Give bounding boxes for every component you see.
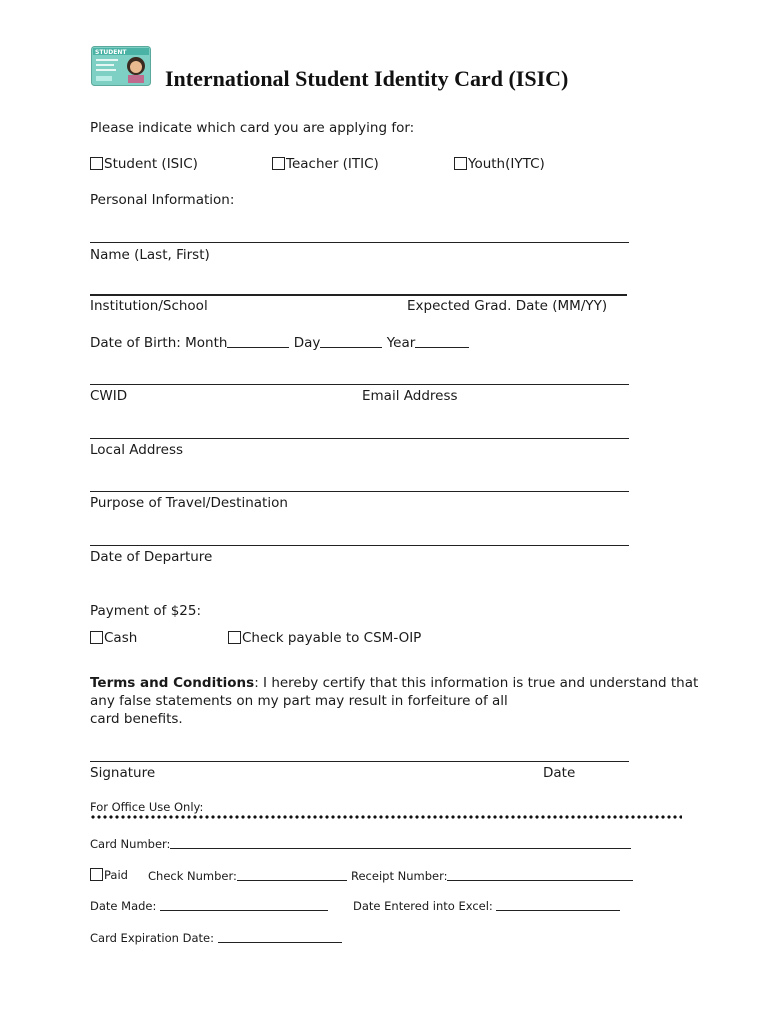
card-choice-prompt: Please indicate which card you are applying for: xyxy=(90,120,415,136)
card-number-field[interactable] xyxy=(170,836,631,849)
cash-checkbox[interactable] xyxy=(90,631,103,644)
logo-text: STUDENT xyxy=(95,49,127,56)
paid-row xyxy=(90,868,128,882)
terms-line-2: any false statements on my part may result in forfeiture of all xyxy=(90,693,508,709)
terms-line-3: card benefits. xyxy=(90,711,183,727)
dob-row xyxy=(90,335,469,351)
date-made-field[interactable] xyxy=(160,898,328,911)
personal-info-heading: Personal Information: xyxy=(90,192,235,208)
option-teacher-label: Teacher (ITIC) xyxy=(286,156,379,172)
grad-date-label: Expected Grad. Date (MM/YY) xyxy=(407,298,608,314)
name-field-line[interactable] xyxy=(90,242,629,243)
name-label: Name (Last, First) xyxy=(90,247,210,263)
check-number-field[interactable] xyxy=(237,868,347,881)
office-use-divider xyxy=(90,815,682,819)
date-made-row xyxy=(90,898,328,913)
purpose-label: Purpose of Travel/Destination xyxy=(90,495,288,511)
terms-line-1 xyxy=(90,675,698,691)
office-use-heading: For Office Use Only: xyxy=(90,800,204,814)
terms-text-1: : I hereby certify that this information is true and understand that xyxy=(254,675,699,691)
date-entered-row xyxy=(353,898,620,913)
expiration-label: Card Expiration Date: xyxy=(90,931,214,945)
page-title: International Student Identity Card (ISIC) xyxy=(165,66,569,91)
isic-card-logo xyxy=(91,46,151,86)
option-youth-label: Youth(IYTC) xyxy=(468,156,545,172)
option-teacher[interactable] xyxy=(272,156,379,172)
option-student[interactable] xyxy=(90,156,198,172)
check-number-row xyxy=(148,868,347,883)
card-number-label: Card Number: xyxy=(90,837,171,851)
email-label: Email Address xyxy=(362,388,458,404)
signature-date-label: Date xyxy=(543,765,576,781)
date-made-label: Date Made: xyxy=(90,899,157,913)
paid-checkbox[interactable] xyxy=(90,868,103,881)
card-number-row xyxy=(90,836,631,851)
option-youth[interactable] xyxy=(454,156,545,172)
payment-check-label: Check payable to CSM-OIP xyxy=(242,630,422,646)
dob-day-field[interactable] xyxy=(320,335,382,348)
expiration-row xyxy=(90,930,342,945)
check-number-label: Check Number: xyxy=(148,869,237,883)
institution-label: Institution/School xyxy=(90,298,208,314)
terms-heading: Terms and Conditions xyxy=(90,675,255,691)
student-checkbox[interactable] xyxy=(90,157,103,170)
dob-year-field[interactable] xyxy=(415,335,469,348)
departure-field-line[interactable] xyxy=(90,545,629,546)
receipt-number-label: Receipt Number: xyxy=(351,869,448,883)
address-label: Local Address xyxy=(90,442,184,458)
youth-checkbox[interactable] xyxy=(454,157,467,170)
payment-cash[interactable] xyxy=(90,630,137,646)
payment-cash-label: Cash xyxy=(104,630,138,646)
signature-field-line[interactable] xyxy=(90,761,629,762)
cwid-label: CWID xyxy=(90,388,128,404)
teacher-checkbox[interactable] xyxy=(272,157,285,170)
signature-label: Signature xyxy=(90,765,156,781)
payment-check[interactable] xyxy=(228,630,421,646)
receipt-number-field[interactable] xyxy=(447,868,633,881)
dob-year-label: Year xyxy=(386,335,416,351)
date-entered-field[interactable] xyxy=(496,898,620,911)
departure-label: Date of Departure xyxy=(90,549,213,565)
institution-field-line[interactable] xyxy=(90,294,627,296)
dob-day-label: Day xyxy=(293,335,321,351)
date-entered-label: Date Entered into Excel: xyxy=(353,899,493,913)
address-field-line[interactable] xyxy=(90,438,629,439)
payment-heading: Payment of $25: xyxy=(90,603,202,619)
check-checkbox[interactable] xyxy=(228,631,241,644)
receipt-number-row xyxy=(351,868,633,883)
option-student-label: Student (ISIC) xyxy=(104,156,198,172)
dob-month-field[interactable] xyxy=(227,335,289,348)
cwid-email-line[interactable] xyxy=(90,384,629,385)
dob-month-label: Date of Birth: Month xyxy=(90,335,228,351)
purpose-field-line[interactable] xyxy=(90,491,629,492)
expiration-field[interactable] xyxy=(218,930,342,943)
paid-label: Paid xyxy=(104,868,128,882)
